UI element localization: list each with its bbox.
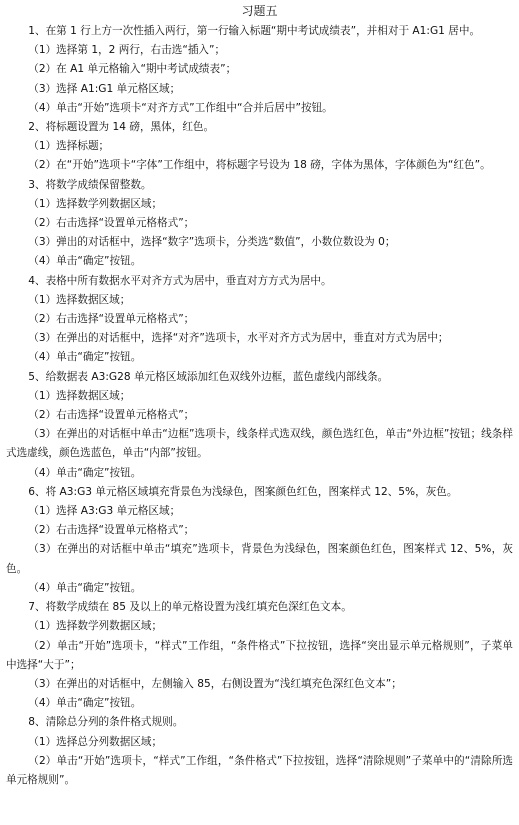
step-text: （3）弹出的对话框中，选择“数字”选项卡，分类选“数值”，小数位数设为 0； <box>28 236 396 249</box>
step-text: （2）单击“开始”选项卡，“样式”工作组，“条件格式”下拉按钮，选择“突出显示单元格规则”，子菜单中选择“大于”； <box>6 639 513 671</box>
question-text: 2、将标题设置为 14 磅，黑体，红色。 <box>28 121 215 134</box>
document-title: 习题五 <box>241 4 278 18</box>
question-text: 1、在第 1 行上方一次性插入两行，第一行输入标题“期中考试成绩表”，并相对于 A1:G1 居中。 <box>28 25 481 37</box>
question-text: 3、将数学成绩保留整数。 <box>28 178 152 191</box>
question-text: 8、清除总分列的条件格式规则。 <box>28 716 184 729</box>
step-text: （1）选择 A3:G3 单元格区域； <box>28 505 181 518</box>
step-text: （2）右击选择“设置单元格格式”； <box>28 313 195 326</box>
step-text: （3）在弹出的对话框中，选择“对齐”选项卡，水平对齐方式为居中，垂直对方式为居中； <box>28 332 449 345</box>
step-text: （2）右击选择“设置单元格格式”； <box>28 524 195 537</box>
step-text: （2）在 A1 单元格输入“期中考试成绩表”； <box>28 63 237 76</box>
question-text: 4、表格中所有数据水平对齐方式为居中，垂直对方方式为居中。 <box>28 274 332 287</box>
step-text: （3）在弹出的对话框中单击“填充”选项卡，背景色为浅绿色，图案颜色红色，图案样式 12、5%，灰色。 <box>6 543 513 575</box>
step-text: （2）右击选择“设置单元格格式”； <box>28 217 195 230</box>
step-text: （1）选择数据区域； <box>28 389 131 402</box>
step-text: （3）在弹出的对话框中，左侧输入 85，右侧设置为“浅红填充色深红色文本”； <box>28 677 402 690</box>
step-text: （3）在弹出的对话框中单击“边框”选项卡，线条样式选双线，颜色选红色，单击“外边框”按钮；线条样式选虚线，颜色选蓝色，单击“内部”按钮。 <box>6 428 513 460</box>
step-text: （1）选择数学列数据区域； <box>28 620 163 633</box>
step-text: （4）单击“确定”按钮。 <box>28 255 142 268</box>
step-text: （4）单击“确定”按钮。 <box>28 697 142 710</box>
step-text: （1）选择第 1，2 两行，右击选“插入”； <box>28 44 226 57</box>
question-text: 6、将 A3:G3 单元格区域填充背景色为浅绿色，图案颜色红色，图案样式 12、5%，灰色。 <box>28 485 458 498</box>
document-body <box>6 22 513 790</box>
question-text: 7、将数学成绩在 85 及以上的单元格设置为浅红填充色深红色文本。 <box>28 601 352 614</box>
step-text: （4）单击“确定”按钮。 <box>28 466 142 479</box>
step-text: （1）选择数学列数据区域； <box>28 197 163 210</box>
step-text: （2）右击选择“设置单元格格式”； <box>28 409 195 422</box>
step-text: （1）选择总分列数据区域； <box>28 735 163 748</box>
step-text: （4）单击“确定”按钮。 <box>28 581 142 594</box>
step-text: （2）单击“开始”选项卡，“样式”工作组，“条件格式”下拉按钮，选择“清除规则”子菜单中的“清除所选单元格规则”。 <box>6 754 513 786</box>
step-text: （2）在“开始”选项卡“字体”工作组中，将标题字号设为 18 磅，字体为黑体，字体颜色为“红色”。 <box>28 159 491 172</box>
step-text: （4）单击“确定”按钮。 <box>28 351 142 364</box>
step-text: （3）选择 A1:G1 单元格区域； <box>28 82 181 95</box>
step-text: （4）单击“开始”选项卡“对齐方式”工作组中“合并后居中”按钮。 <box>28 101 333 114</box>
step-text: （1）选择标题； <box>28 140 110 153</box>
step-text: （1）选择数据区域； <box>28 293 131 306</box>
question-text: 5、给数据表 A3:G28 单元格区域添加红色双线外边框，蓝色虚线内部线条。 <box>28 370 389 383</box>
